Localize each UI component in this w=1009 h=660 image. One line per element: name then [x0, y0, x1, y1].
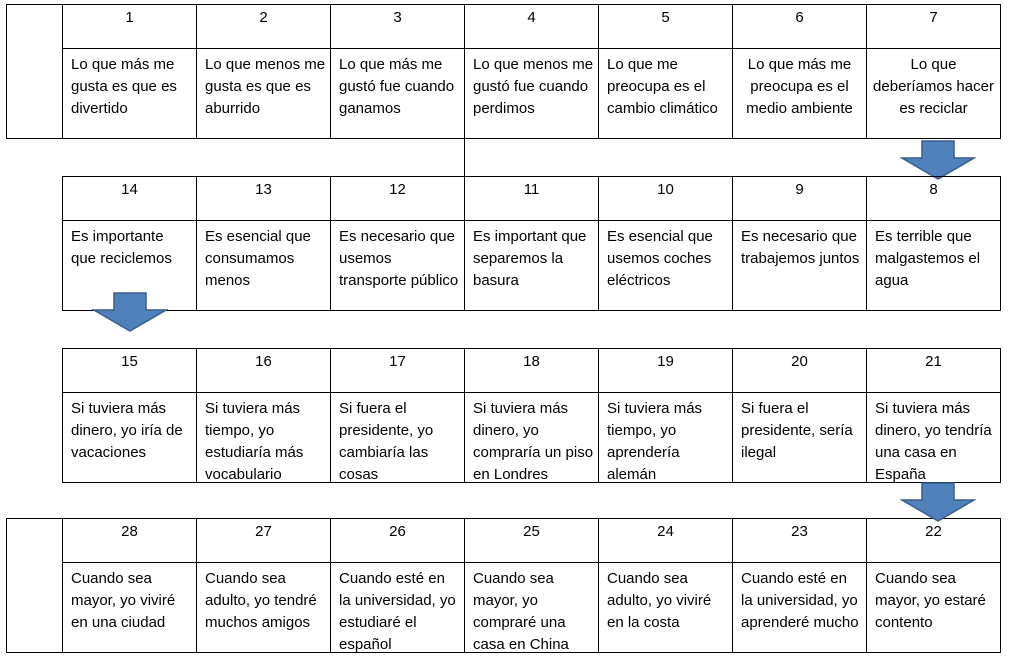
square-text: Cuando sea adulto, yo tendré muchos amigos: [197, 563, 331, 653]
square-number: 22: [867, 519, 1001, 563]
row-side-cell: [7, 5, 63, 139]
square-number: 12: [331, 177, 465, 221]
square-number: 24: [599, 519, 733, 563]
square-text: Lo que más me gusta es que es divertido: [63, 49, 197, 139]
square-text: Si fuera el presidente, yo cambiaría las cosas: [331, 393, 465, 483]
square-text: Cuando esté en la universidad, yo aprenderé mucho: [733, 563, 867, 653]
square-text: Lo que más me gustó fue cuando ganamos: [331, 49, 465, 139]
square-text: Lo que deberíamos hacer es reciclar: [867, 49, 1001, 139]
square-text: Lo que menos me gusta es que es aburrido: [197, 49, 331, 139]
square-text: Cuando sea mayor, yo viviré en una ciudad: [63, 563, 197, 653]
square-number: 8: [867, 177, 1001, 221]
square-number: 4: [465, 5, 599, 49]
square-text: Cuando sea mayor, yo compraré una casa en China: [465, 563, 599, 653]
square-number: 13: [197, 177, 331, 221]
square-text: Cuando esté en la universidad, yo estudiaré el español: [331, 563, 465, 653]
square-number: 1: [63, 5, 197, 49]
square-text: Es necesario que usemos transporte público: [331, 221, 465, 311]
square-text: Lo que me preocupa es el cambio climático: [599, 49, 733, 139]
square-text: Cuando sea mayor, yo estaré contento: [867, 563, 1001, 653]
square-number: 7: [867, 5, 1001, 49]
square-text: Lo que menos me gustó fue cuando perdimos: [465, 49, 599, 139]
square-number: 23: [733, 519, 867, 563]
square-number: 11: [465, 177, 599, 221]
square-number: 3: [331, 5, 465, 49]
square-text: Es necesario que trabajemos juntos: [733, 221, 867, 311]
board-row-1: [6, 4, 1001, 139]
square-number: 26: [331, 519, 465, 563]
square-number: 27: [197, 519, 331, 563]
square-text: Si fuera el presidente, sería ilegal: [733, 393, 867, 483]
square-text: Es esencial que usemos coches eléctricos: [599, 221, 733, 311]
square-number: 2: [197, 5, 331, 49]
square-number: 10: [599, 177, 733, 221]
square-text: Es esencial que consumamos menos: [197, 221, 331, 311]
row-side-cell: [7, 519, 63, 653]
board-row-4: [6, 518, 1001, 653]
square-text: Es importante que reciclemos: [63, 221, 197, 311]
square-text: Lo que más me preocupa es el medio ambiente: [733, 49, 867, 139]
square-text: Es important que separemos la basura: [465, 221, 599, 311]
board-row-2: [62, 176, 1001, 311]
square-text: Si tuviera más dinero, yo iría de vacaciones: [63, 393, 197, 483]
board-row-3: [62, 348, 1001, 483]
square-number: 21: [867, 349, 1001, 393]
arrow-down-icon: [92, 292, 168, 332]
square-number: 14: [63, 177, 197, 221]
square-text: Si tuviera más tiempo, yo estudiaría más vocabulario: [197, 393, 331, 483]
square-text: Cuando sea adulto, yo viviré en la costa: [599, 563, 733, 653]
square-number: 9: [733, 177, 867, 221]
arrow-down-icon: [900, 482, 976, 522]
square-number: 20: [733, 349, 867, 393]
square-number: 16: [197, 349, 331, 393]
square-number: 19: [599, 349, 733, 393]
square-text: Si tuviera más dinero, yo tendría una casa en España: [867, 393, 1001, 483]
square-number: 6: [733, 5, 867, 49]
square-text: Si tuviera más tiempo, yo aprendería alemán: [599, 393, 733, 483]
square-number: 17: [331, 349, 465, 393]
square-text: Si tuviera más dinero, yo compraría un piso en Londres: [465, 393, 599, 483]
square-number: 25: [465, 519, 599, 563]
square-number: 5: [599, 5, 733, 49]
square-number: 15: [63, 349, 197, 393]
square-text: Es terrible que malgastemos el agua: [867, 221, 1001, 311]
square-number: 28: [63, 519, 197, 563]
column-divider: [464, 138, 465, 176]
arrow-down-icon: [900, 140, 976, 180]
square-number: 18: [465, 349, 599, 393]
